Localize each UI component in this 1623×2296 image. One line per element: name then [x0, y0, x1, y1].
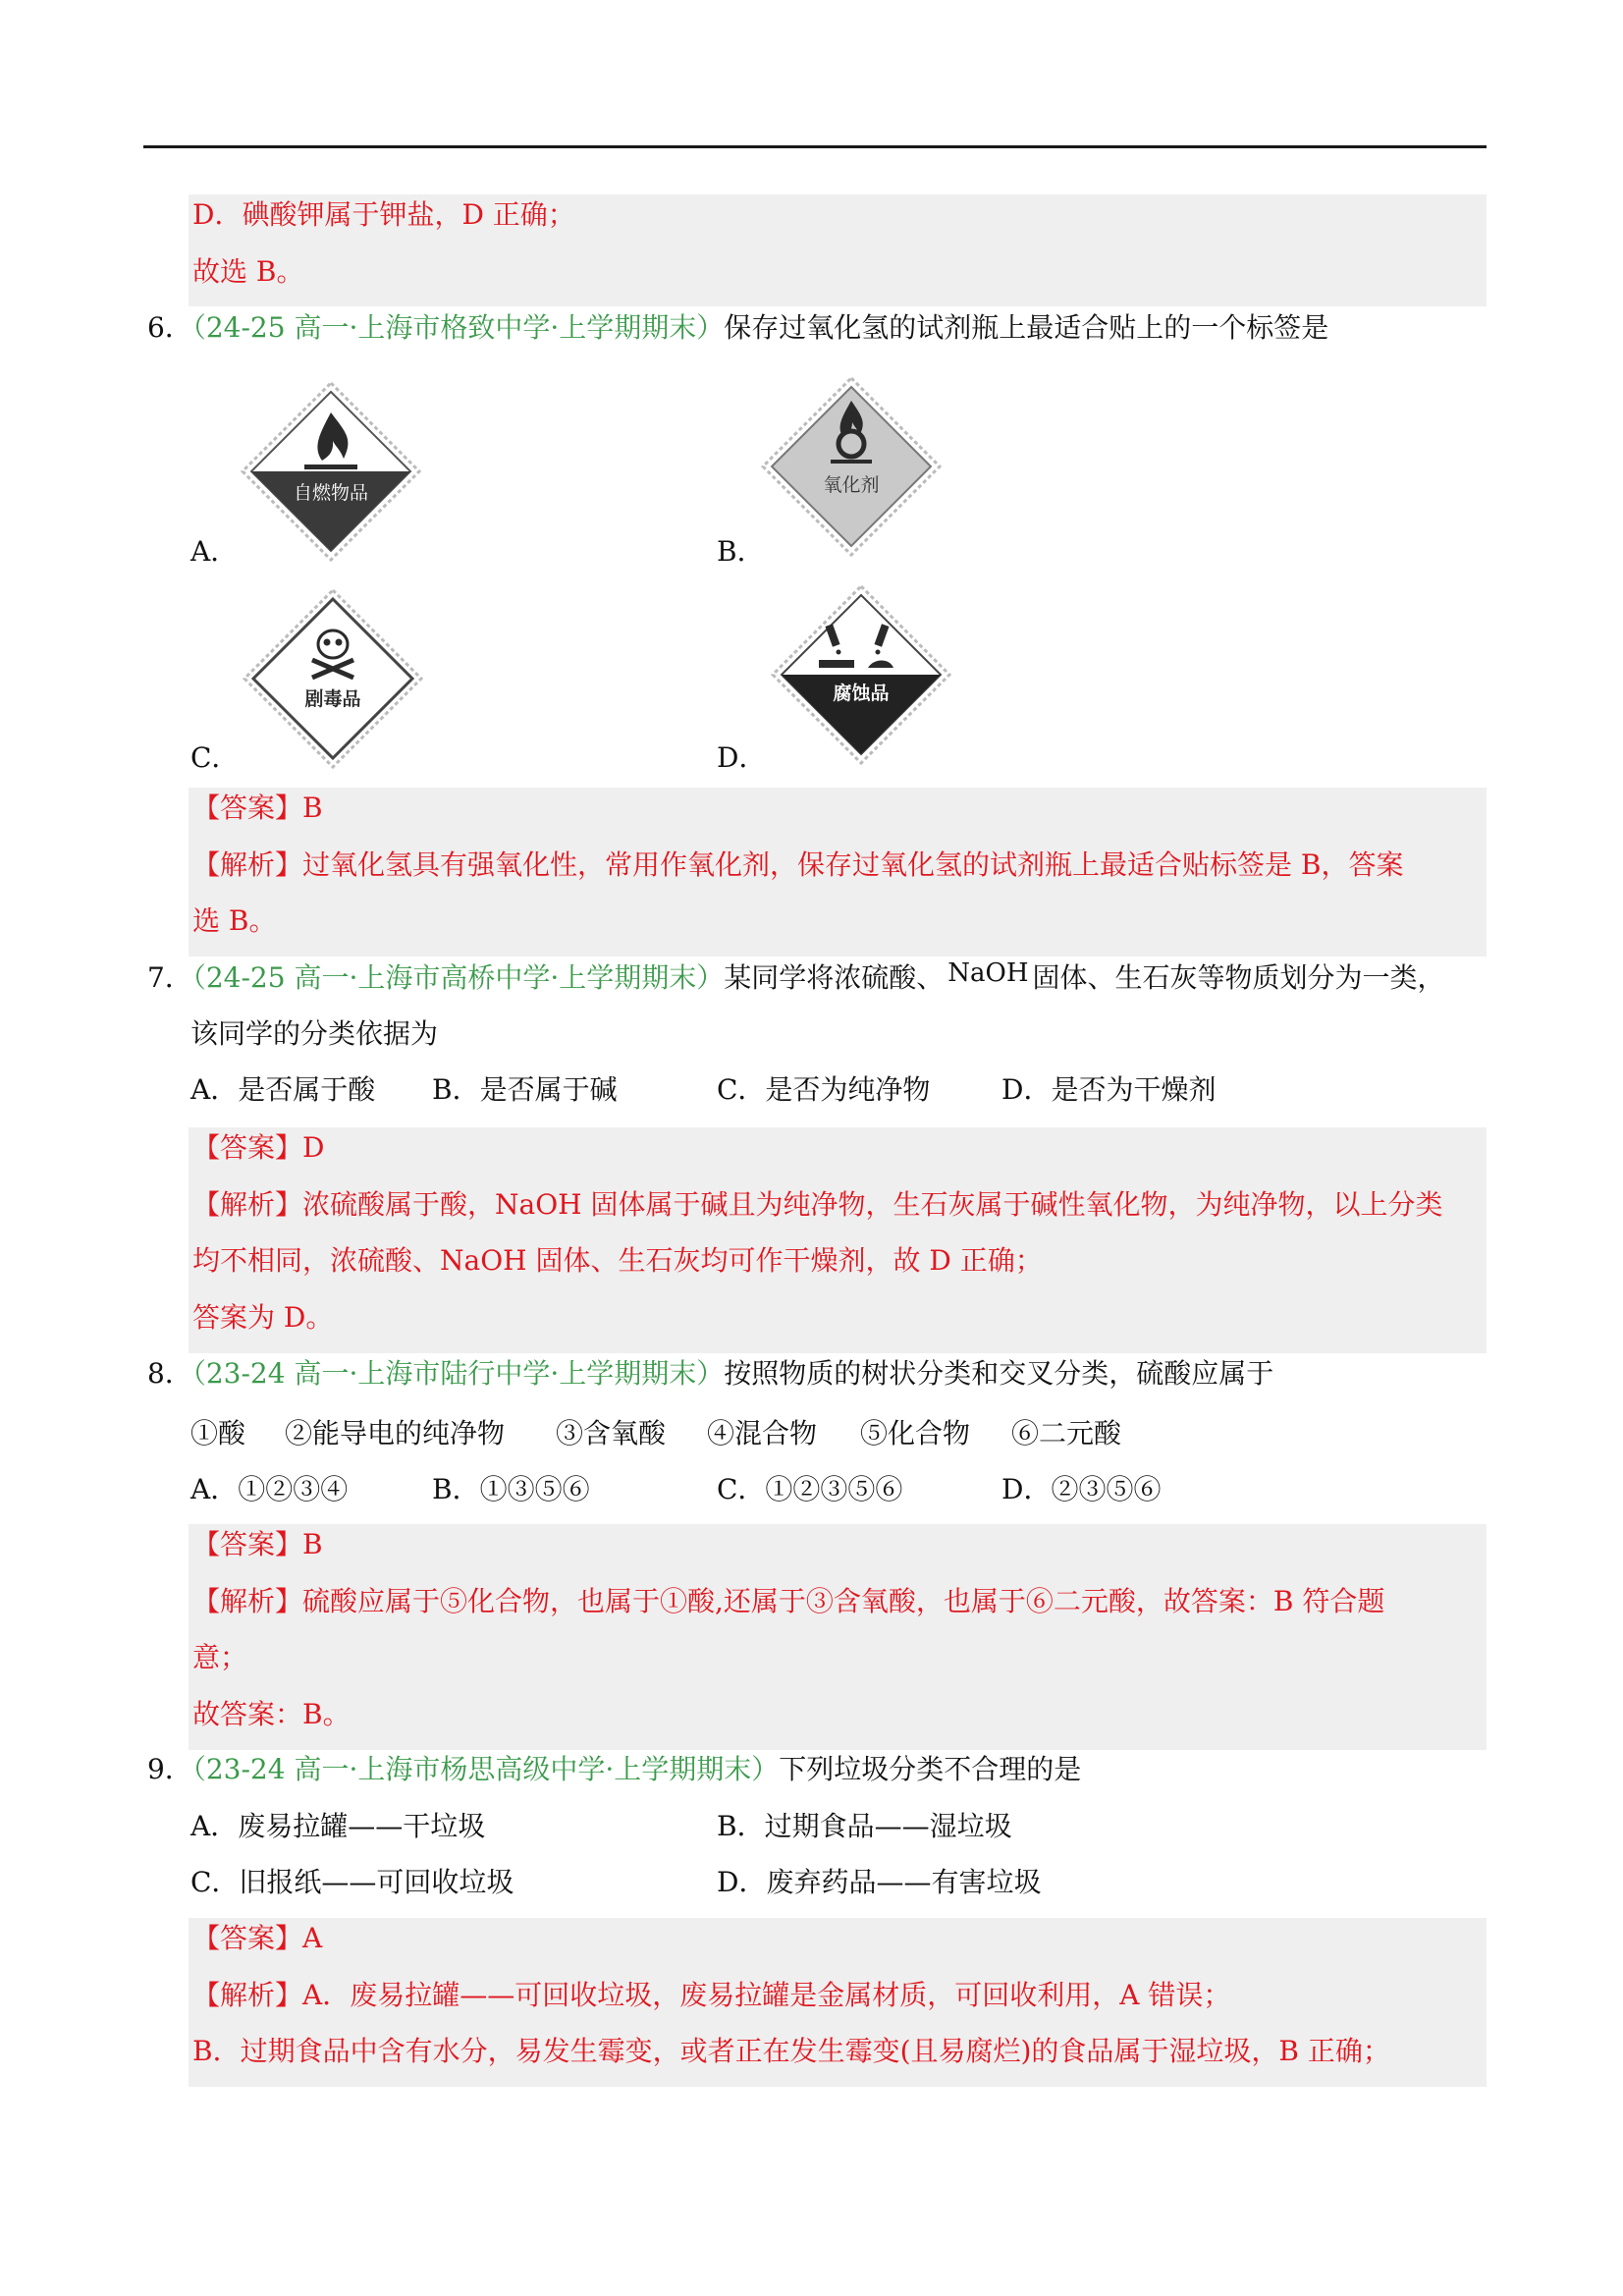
- q9-option-b: B．过期食品——湿垃圾: [717, 1810, 1012, 1842]
- flame-hazard-icon: [238, 378, 424, 565]
- option-a-hazard-label: [238, 378, 424, 565]
- analysis-text: 浓硫酸属于酸，NaOH 固体属于碱且为纯净物，生石灰属于碱性氧化物，为纯净物，以上分类: [302, 1188, 1443, 1221]
- oxidizer-hazard-icon: [758, 373, 945, 560]
- q7-option-d: D．是否为干燥剂: [1001, 1073, 1217, 1106]
- question-6: [147, 308, 1328, 348]
- question-number: 7．: [147, 961, 192, 994]
- question-stem: 保存过氧化氢的试剂瓶上最适合贴上的一个标签是: [724, 311, 1329, 344]
- answer-value: D: [302, 1131, 325, 1164]
- q8-option-a: A．①②③④: [190, 1473, 349, 1505]
- q6-analysis: [192, 846, 1404, 885]
- question-source: （23-24 高一·上海市杨思高级中学·上学期期末）: [191, 1753, 780, 1785]
- hazard-label-text: 氧化剂: [823, 474, 880, 496]
- option-a-letter: A．: [190, 535, 239, 568]
- question-stem: 下列垃圾分类不合理的是: [779, 1753, 1082, 1785]
- question-7: [147, 958, 1445, 999]
- hazard-label-text: 剧毒品: [304, 688, 361, 710]
- q6-analysis-continued: 选 B。: [192, 904, 277, 937]
- q8-item-6: ⑥二元酸: [1011, 1417, 1122, 1449]
- q7-analysis: [192, 1185, 1443, 1225]
- q7-option-b: B．是否属于碱: [432, 1073, 618, 1106]
- question-9: [147, 1750, 1081, 1789]
- question-stem-continued: 固体、生石灰等物质划分为一类，: [1032, 961, 1445, 994]
- skull-hazard-icon: [240, 585, 426, 772]
- q9-option-d: D．废弃药品——有害垃圾: [717, 1866, 1042, 1898]
- option-c-letter: C．: [190, 741, 240, 774]
- q7-answer: [192, 1128, 324, 1168]
- option-d-hazard-label: [768, 581, 954, 768]
- answer-value: A: [302, 1922, 323, 1954]
- previous-analysis-conclusion: 故选 B。: [192, 255, 304, 288]
- option-b-letter: B．: [717, 535, 765, 568]
- q8-option-d: D．②③⑤⑥: [1001, 1473, 1162, 1505]
- q7-analysis-continued: 均不相同，浓硫酸、NaOH 固体、生石灰均可作干燥剂，故 D 正确；: [192, 1244, 1043, 1277]
- hazard-label-text: 自燃物品: [293, 482, 369, 504]
- option-d-letter: D．: [717, 741, 767, 774]
- corrosive-hazard-icon: [768, 581, 954, 768]
- question-source: （23-24 高一·上海市陆行中学·上学期期末）: [191, 1357, 725, 1390]
- analysis-text: 过氧化氢具有强氧化性，常用作氧化剂，保存过氧化氢的试剂瓶上最适合贴标签是 B，答案: [302, 848, 1404, 881]
- analysis-text: A．废易拉罐——可回收垃圾，废易拉罐是金属材质，可回收利用，A 错误；: [302, 1979, 1231, 2011]
- analysis-tag: 【解析】: [192, 848, 303, 881]
- answer-tag: 【答案】: [192, 792, 303, 824]
- q7-answer-block: [189, 1127, 1487, 1353]
- q7-option-c: C．是否为纯净物: [717, 1073, 931, 1106]
- option-b-hazard-label: [758, 373, 945, 560]
- q7-option-a: A．是否属于酸: [190, 1073, 376, 1106]
- q9-analysis-option-b: B．过期食品中含有水分，易发生霉变，或者正在发生霉变(且易腐烂)的食品属于湿垃圾，B 正确；: [192, 2035, 1390, 2067]
- q8-item-2: ②能导电的纯净物: [285, 1417, 506, 1449]
- q8-option-b: B．①③⑤⑥: [432, 1473, 590, 1505]
- hazard-label-text: 腐蚀品: [833, 683, 890, 704]
- question-7-stem-line2: 该同学的分类依据为: [190, 1017, 439, 1050]
- q8-analysis: [192, 1582, 1384, 1621]
- analysis-tag: 【解析】: [192, 1585, 303, 1617]
- question-source: （24-25 高一·上海市格致中学·上学期期末）: [191, 311, 725, 344]
- analysis-tag: 【解析】: [192, 1188, 303, 1221]
- question-stem: 按照物质的树状分类和交叉分类，硫酸应属于: [724, 1357, 1274, 1390]
- answer-tag: 【答案】: [192, 1131, 303, 1164]
- option-c-hazard-label: [240, 585, 426, 772]
- q8-item-1: ①酸: [190, 1417, 246, 1449]
- previous-analysis-line: D．碘酸钾属于钾盐，D 正确；: [192, 198, 575, 231]
- header-rule: [143, 145, 1487, 148]
- q8-item-4: ④混合物: [707, 1417, 818, 1449]
- question-source: （24-25 高一·上海市高桥中学·上学期期末）: [191, 961, 725, 994]
- answer-value: B: [302, 1528, 323, 1560]
- q8-answer: [192, 1525, 323, 1564]
- q7-analysis-conclusion: 答案为 D。: [192, 1301, 334, 1334]
- answer-value: B: [302, 792, 323, 824]
- q8-answer-block: [189, 1524, 1487, 1750]
- analysis-text: 硫酸应属于⑤化合物，也属于①酸,还属于③含氧酸，也属于⑥二元酸，故答案：B 符合题: [302, 1585, 1385, 1617]
- q9-answer: [192, 1919, 322, 1958]
- q8-analysis-continued: 意；: [192, 1641, 248, 1673]
- q8-item-3: ③含氧酸: [556, 1417, 667, 1449]
- naoh-formula: NaOH: [947, 958, 1029, 988]
- q9-option-a: A．废易拉罐——干垃圾: [190, 1810, 486, 1842]
- answer-tag: 【答案】: [192, 1528, 303, 1560]
- question-8: [147, 1354, 1273, 1394]
- question-number: 9．: [147, 1753, 192, 1785]
- question-number: 6．: [147, 311, 192, 344]
- q8-item-5: ⑤化合物: [860, 1417, 971, 1449]
- q9-analysis: [192, 1976, 1230, 2015]
- question-stem: 某同学将浓硫酸、: [724, 961, 945, 994]
- q8-option-c: C．①②③⑤⑥: [717, 1473, 903, 1505]
- analysis-tag: 【解析】: [192, 1979, 303, 2011]
- q8-analysis-conclusion: 故答案：B。: [192, 1698, 351, 1730]
- q9-option-c: C．旧报纸——可回收垃圾: [190, 1866, 514, 1898]
- question-number: 8．: [147, 1357, 192, 1390]
- answer-tag: 【答案】: [192, 1922, 303, 1954]
- q6-answer: [192, 789, 323, 828]
